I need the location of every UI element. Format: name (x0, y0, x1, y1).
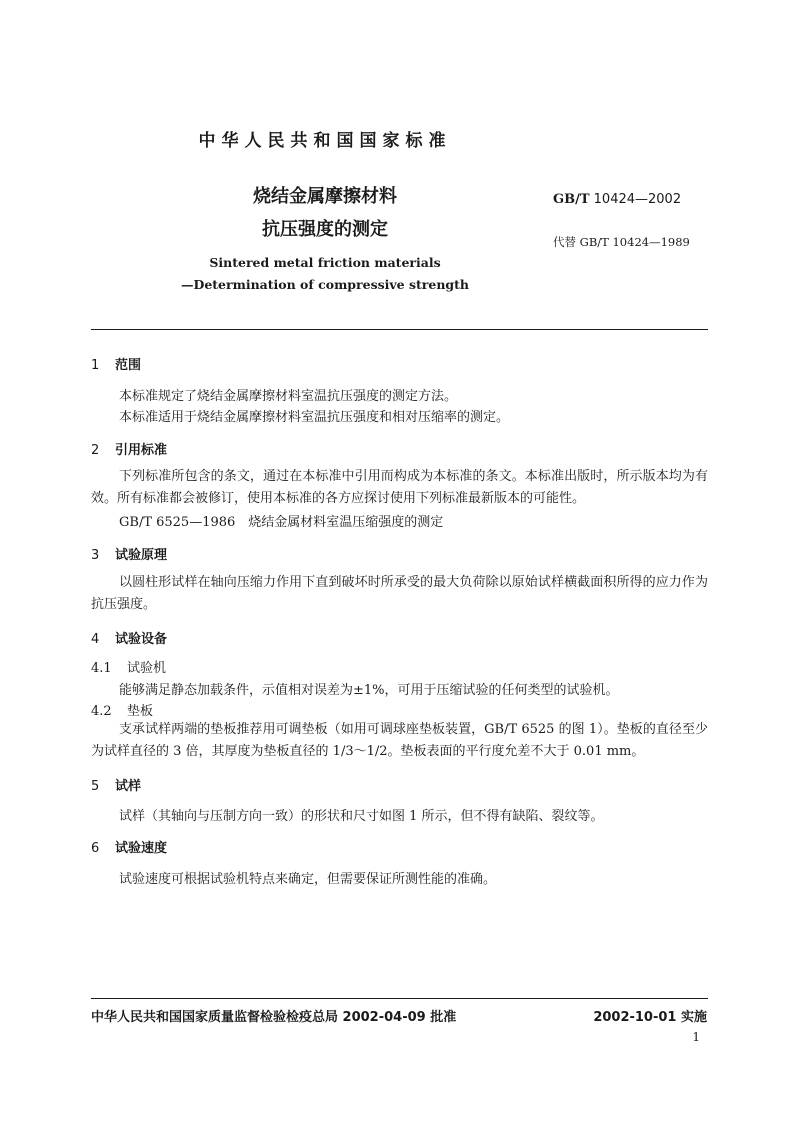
standard-code-prefix: GB/T (553, 192, 590, 207)
standard-code (553, 192, 681, 207)
section-3-title: 试验原理 (115, 548, 168, 563)
section-4-number: 4 (91, 632, 100, 647)
subsection-4-2-number: 4.2 (91, 704, 112, 719)
section-5-number: 5 (91, 779, 100, 794)
subsection-4-2-heading (91, 700, 153, 719)
subsection-4-2-title: 垫板 (127, 704, 154, 719)
english-title-line2: —Determination of compressive strength (180, 277, 470, 292)
section-1-heading (91, 354, 141, 373)
document-title-line1: 烧结金属摩擦材料 (253, 186, 397, 207)
document-title-line2: 抗压强度的测定 (262, 219, 388, 240)
section-6-number: 6 (91, 841, 100, 856)
section-3-number: 3 (91, 548, 100, 563)
subsection-4-1-heading (91, 657, 166, 676)
section-2-reference: GB/T 6525—1986 烧结金属材料室温压缩强度的测定 (119, 515, 444, 530)
header-divider (91, 329, 708, 330)
footer-divider (91, 998, 708, 999)
english-title-line1: Sintered metal friction materials (209, 255, 441, 270)
section-2-paragraph: 下列标准所包含的条文，通过在本标准中引用而构成为本标准的条文。本标准出版时，所示版本均为有效。所有标准都会被修订，使用本标准的各方应探讨使用下列标准最新版本的可能性。 (91, 469, 708, 506)
section-5-text: 试样（其轴向与压制方向一致）的形状和尺寸如图 1 所示，但不得有缺陷、裂纹等。 (119, 809, 604, 824)
section-5-heading (91, 775, 141, 794)
section-6-title: 试验速度 (115, 841, 168, 856)
section-1-line1: 本标准规定了烧结金属摩擦材料室温抗压强度的测定方法。 (119, 389, 458, 404)
subsection-4-1-title: 试验机 (127, 661, 167, 676)
approval-statement: 中华人民共和国国家质量监督检验检疫总局 2002-04-09 批准 (91, 1010, 457, 1025)
section-1-number: 1 (91, 358, 100, 373)
standard-code-number: 10424—2002 (593, 192, 682, 207)
section-6-text: 试验速度可根据试验机特点来确定，但需要保证所测性能的准确。 (119, 872, 497, 887)
section-1-line2: 本标准适用于烧结金属摩擦材料室温抗压强度和相对压缩率的测定。 (119, 410, 510, 425)
section-4-heading (91, 628, 167, 647)
subsection-4-1-number: 4.1 (91, 661, 112, 676)
section-1-title: 范围 (115, 358, 142, 373)
national-standard-heading: 中华人民共和国国家标准 (198, 131, 452, 151)
implementation-date: 2002-10-01 实施 (593, 1010, 707, 1025)
section-2-heading (91, 439, 167, 458)
section-3-paragraph: 以圆柱形试样在轴向压缩力作用下直到破坏时所承受的最大负荷除以原始试样横截面积所得的应力作为抗压强度。 (91, 575, 708, 612)
page-number: 1 (692, 1030, 700, 1044)
section-3-heading (91, 544, 167, 563)
subsection-4-2-paragraph: 支承试样两端的垫板推荐用可调垫板（如用可调球座垫板装置，GB/T 6525 的图 1）。垫板的直径至少为试样直径的 3 倍，其厚度为垫板直径的 1/3～1/2。垫板表面的平行度允差不大于 0.01 mm。 (91, 722, 708, 759)
subsection-4-1-text: 能够满足静态加载条件，示值相对误差为±1%，可用于压缩试验的任何类型的试验机。 (119, 683, 619, 698)
section-6-heading (91, 837, 167, 856)
section-2-title: 引用标准 (115, 443, 168, 458)
replaces-standard: 代替 GB/T 10424—1989 (553, 235, 690, 249)
section-2-number: 2 (91, 443, 100, 458)
section-4-title: 试验设备 (115, 632, 168, 647)
section-5-title: 试样 (115, 779, 142, 794)
